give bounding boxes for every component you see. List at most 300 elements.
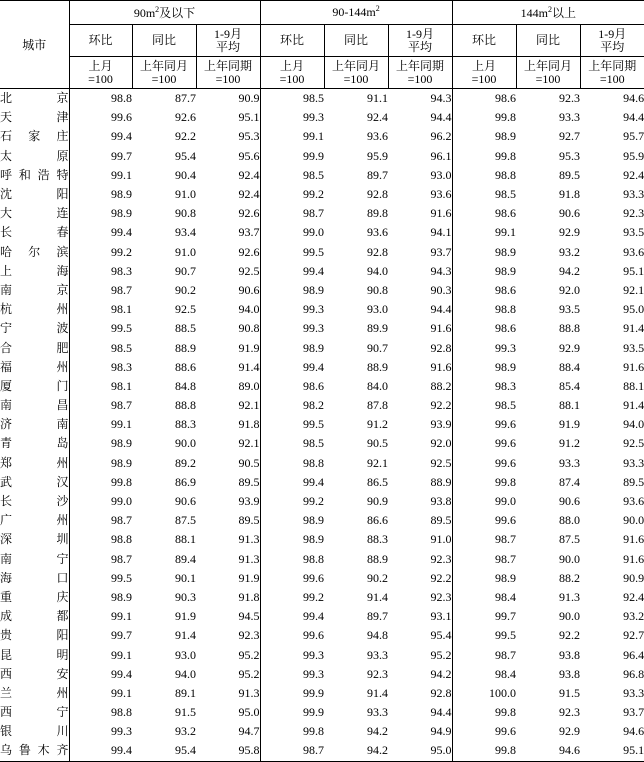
sub-header-cell: 环比 — [452, 25, 516, 57]
table-row — [0, 223, 644, 242]
city-cell: 深圳 — [0, 530, 69, 549]
value-cell: 98.6 — [452, 281, 516, 300]
value-cell: 99.6 — [452, 722, 516, 741]
sub-header-cell: 1-9月 平均 — [196, 25, 260, 57]
value-cell: 92.2 — [430, 570, 452, 585]
value-cell: 93.5 — [623, 225, 644, 240]
value-cell: 98.9 — [260, 281, 324, 300]
city-cell: 广州 — [0, 511, 69, 530]
value-cell: 93.3 — [623, 187, 644, 202]
value-cell: 90.8 — [367, 282, 389, 297]
value-cell: 95.1 — [238, 110, 260, 125]
value-cell: 92.9 — [559, 225, 581, 240]
value-cell: 96.2 — [430, 129, 452, 144]
city-cell: 乌鲁木齐 — [0, 741, 69, 761]
value-cell: 91.8 — [238, 589, 260, 604]
city-cell: 沈阳 — [0, 185, 69, 204]
value-cell: 92.7 — [623, 628, 644, 643]
value-cell: 92.1 — [238, 398, 260, 413]
value-cell: 94.5 — [238, 609, 260, 624]
table-row — [0, 454, 644, 473]
base-header-cell: 上月 =100 — [260, 57, 324, 89]
city-cell: 武汉 — [0, 473, 69, 492]
value-cell: 89.5 — [623, 474, 644, 489]
city-cell: 南昌 — [0, 396, 69, 415]
sub-header-cell: 1-9月 平均 — [580, 25, 644, 57]
city-cell: 南宁 — [0, 550, 69, 569]
value-cell: 91.0 — [175, 187, 196, 202]
value-cell: 98.8 — [452, 166, 516, 185]
value-cell: 99.7 — [452, 607, 516, 626]
value-cell: 93.6 — [367, 225, 389, 240]
base-header-cell: 上年同期 =100 — [580, 57, 644, 89]
table-row — [0, 722, 644, 741]
value-cell: 94.2 — [430, 666, 452, 681]
city-cell: 郑州 — [0, 454, 69, 473]
value-cell: 99.3 — [260, 108, 324, 127]
value-cell: 95.9 — [623, 148, 644, 163]
value-cell: 98.7 — [260, 204, 324, 223]
value-cell: 91.6 — [623, 359, 644, 374]
city-cell: 厦门 — [0, 377, 69, 396]
table-row — [0, 492, 644, 511]
value-cell: 98.9 — [260, 530, 324, 549]
table-row — [0, 396, 644, 415]
value-cell: 99.6 — [452, 434, 516, 453]
value-cell: 91.4 — [367, 685, 389, 700]
value-cell: 90.5 — [238, 455, 260, 470]
value-cell: 99.5 — [111, 570, 132, 585]
value-cell: 98.8 — [260, 454, 324, 473]
value-cell: 98.7 — [260, 741, 324, 761]
value-cell: 90.8 — [238, 321, 260, 336]
value-cell: 94.6 — [623, 91, 644, 106]
table-row — [0, 665, 644, 684]
value-cell: 95.7 — [623, 129, 644, 144]
value-cell: 91.6 — [623, 532, 644, 547]
value-cell: 92.3 — [559, 91, 581, 106]
value-cell: 94.6 — [516, 741, 580, 761]
value-cell: 95.9 — [367, 148, 389, 163]
table-row — [0, 243, 644, 262]
value-cell: 92.1 — [367, 455, 389, 470]
value-cell: 98.8 — [260, 550, 324, 569]
value-cell: 91.2 — [559, 436, 581, 451]
value-cell: 93.2 — [175, 724, 196, 739]
header-base-row — [0, 57, 644, 89]
value-cell: 99.6 — [452, 454, 516, 473]
table-row — [0, 703, 644, 722]
value-cell: 99.3 — [260, 319, 324, 338]
value-cell: 88.1 — [623, 378, 644, 393]
value-cell: 99.2 — [111, 244, 132, 259]
value-cell: 92.8 — [430, 685, 452, 700]
value-cell: 99.6 — [452, 415, 516, 434]
city-cell: 太原 — [0, 147, 69, 166]
value-cell: 93.6 — [430, 187, 452, 202]
table-row — [0, 645, 644, 664]
table-row — [0, 300, 644, 319]
group-header-medium: $90-144m^2$ — [260, 1, 452, 25]
value-cell: 89.5 — [238, 513, 260, 528]
value-cell: 92.4 — [238, 167, 260, 182]
city-cell: 上海 — [0, 262, 69, 281]
table-row — [0, 684, 644, 703]
value-cell: 98.9 — [111, 206, 132, 221]
value-cell: 98.7 — [111, 551, 132, 566]
value-cell: 94.0 — [238, 302, 260, 317]
table-row — [0, 473, 644, 492]
value-cell: 93.6 — [623, 494, 644, 509]
value-cell: 99.8 — [452, 147, 516, 166]
value-cell: 91.6 — [430, 206, 452, 221]
base-header-cell: 上年同期 =100 — [388, 57, 452, 89]
table-row — [0, 281, 644, 300]
value-cell: 98.5 — [260, 166, 324, 185]
base-header-cell: 上年同月 =100 — [324, 57, 388, 89]
value-cell: 94.0 — [623, 417, 644, 432]
value-cell: 93.8 — [559, 647, 581, 662]
value-cell: 94.6 — [623, 724, 644, 739]
base-header-cell: 上年同月 =100 — [516, 57, 580, 89]
value-cell: 90.7 — [367, 340, 389, 355]
value-cell: 94.4 — [430, 302, 452, 317]
value-cell: 92.8 — [367, 187, 389, 202]
header-group-row — [0, 1, 644, 25]
value-cell: 91.3 — [559, 589, 581, 604]
value-cell: 99.5 — [260, 243, 324, 262]
table-row — [0, 338, 644, 357]
value-cell: 90.6 — [559, 206, 581, 221]
value-cell: 93.9 — [430, 417, 452, 432]
value-cell: 98.5 — [452, 396, 516, 415]
value-cell: 98.9 — [452, 569, 516, 588]
value-cell: 91.4 — [623, 398, 644, 413]
value-cell: 89.7 — [367, 609, 389, 624]
value-cell: 95.2 — [430, 647, 452, 662]
value-cell: 94.3 — [430, 263, 452, 278]
city-cell: 青岛 — [0, 434, 69, 453]
value-cell: 93.3 — [367, 647, 389, 662]
value-cell: 93.6 — [623, 244, 644, 259]
value-cell: 99.3 — [452, 338, 516, 357]
value-cell: 91.4 — [238, 359, 260, 374]
value-cell: 99.4 — [260, 473, 324, 492]
value-cell: 99.9 — [260, 147, 324, 166]
value-cell: 99.3 — [260, 665, 324, 684]
value-cell: 91.3 — [238, 532, 260, 547]
value-cell: 98.7 — [111, 282, 132, 297]
value-cell: 93.7 — [430, 244, 452, 259]
value-cell: 98.5 — [452, 185, 516, 204]
value-cell: 98.8 — [111, 532, 132, 547]
value-cell: 92.9 — [559, 724, 581, 739]
value-cell: 90.6 — [175, 494, 196, 509]
value-cell: 99.3 — [260, 300, 324, 319]
value-cell: 99.5 — [452, 626, 516, 645]
sub-header-cell: 同比 — [324, 25, 388, 57]
value-cell: 91.3 — [238, 551, 260, 566]
value-cell: 96.1 — [430, 148, 452, 163]
value-cell: 86.5 — [367, 474, 389, 489]
value-cell: 95.1 — [580, 741, 644, 761]
value-cell: 88.9 — [367, 359, 389, 374]
value-cell: 98.6 — [260, 377, 324, 396]
value-cell: 95.2 — [238, 666, 260, 681]
value-cell: 88.1 — [175, 532, 196, 547]
value-cell: 92.0 — [559, 282, 581, 297]
table-row — [0, 147, 644, 166]
table-row — [0, 434, 644, 453]
value-cell: 92.1 — [623, 282, 644, 297]
value-cell: 94.0 — [367, 263, 389, 278]
value-cell: 91.6 — [430, 359, 452, 374]
value-cell: 90.2 — [367, 570, 389, 585]
value-cell: 94.7 — [238, 724, 260, 739]
value-cell: 87.5 — [559, 532, 581, 547]
value-cell: 87.4 — [559, 474, 581, 489]
value-cell: 93.3 — [559, 455, 581, 470]
value-cell: 89.2 — [175, 455, 196, 470]
value-cell: 90.4 — [175, 167, 196, 182]
value-cell: 90.0 — [175, 436, 196, 451]
value-cell: 95.0 — [238, 705, 260, 720]
value-cell: 94.4 — [430, 110, 452, 125]
table-body — [0, 89, 644, 762]
value-cell: 92.5 — [238, 263, 260, 278]
table-row — [0, 358, 644, 377]
value-cell: 92.4 — [367, 110, 389, 125]
base-header-cell: 上月 =100 — [69, 57, 132, 89]
value-cell: 86.6 — [367, 513, 389, 528]
city-cell: 哈尔滨 — [0, 243, 69, 262]
value-cell: 99.9 — [260, 703, 324, 722]
value-cell: 89.8 — [367, 206, 389, 221]
value-cell: 92.5 — [623, 436, 644, 451]
value-cell: 92.1 — [238, 436, 260, 451]
value-cell: 92.3 — [430, 551, 452, 566]
value-cell: 94.8 — [367, 628, 389, 643]
city-cell: 银川 — [0, 722, 69, 741]
value-cell: 98.9 — [111, 589, 132, 604]
value-cell: 92.3 — [238, 628, 260, 643]
value-cell: 99.2 — [260, 492, 324, 511]
value-cell: 98.7 — [111, 398, 132, 413]
table-row — [0, 185, 644, 204]
value-cell: 99.8 — [452, 108, 516, 127]
value-cell: 93.3 — [623, 685, 644, 700]
value-cell: 99.4 — [111, 225, 132, 240]
city-cell: 昆明 — [0, 645, 69, 664]
value-cell: 92.3 — [367, 666, 389, 681]
city-cell: 西宁 — [0, 703, 69, 722]
value-cell: 91.1 — [367, 91, 389, 106]
value-cell: 91.5 — [175, 705, 196, 720]
value-cell: 88.4 — [559, 359, 581, 374]
value-cell: 98.9 — [260, 511, 324, 530]
value-cell: 99.7 — [111, 148, 132, 163]
value-cell: 98.8 — [111, 91, 132, 106]
value-cell: 88.6 — [175, 359, 196, 374]
value-cell: 91.0 — [175, 244, 196, 259]
value-cell: 99.1 — [111, 417, 132, 432]
value-cell: 99.0 — [452, 492, 516, 511]
value-cell: 89.4 — [175, 551, 196, 566]
value-cell: 93.6 — [367, 129, 389, 144]
value-cell: 94.9 — [430, 724, 452, 739]
value-cell: 95.8 — [196, 741, 260, 761]
value-cell: 88.2 — [559, 570, 581, 585]
value-cell: 93.5 — [559, 302, 581, 317]
value-cell: 99.0 — [111, 494, 132, 509]
value-cell: 92.7 — [559, 129, 581, 144]
city-cell: 大连 — [0, 204, 69, 223]
sub-header-cell: 同比 — [132, 25, 196, 57]
table-row — [0, 511, 644, 530]
value-cell: 92.8 — [430, 340, 452, 355]
value-cell: 92.9 — [559, 340, 581, 355]
table-row — [0, 166, 644, 185]
table-row — [0, 108, 644, 127]
value-cell: 99.3 — [260, 645, 324, 664]
value-cell: 98.6 — [452, 319, 516, 338]
value-cell: 98.2 — [260, 396, 324, 415]
value-cell: 95.4 — [132, 741, 196, 761]
value-cell: 88.5 — [175, 321, 196, 336]
value-cell: 84.0 — [367, 378, 389, 393]
value-cell: 99.2 — [260, 185, 324, 204]
value-cell: 99.5 — [260, 415, 324, 434]
value-cell: 93.0 — [367, 302, 389, 317]
value-cell: 87.7 — [175, 91, 196, 106]
value-cell: 99.4 — [111, 129, 132, 144]
value-cell: 90.0 — [559, 609, 581, 624]
value-cell: 86.9 — [175, 474, 196, 489]
value-cell: 99.9 — [260, 684, 324, 703]
value-cell: 95.4 — [430, 628, 452, 643]
value-cell: 88.3 — [367, 532, 389, 547]
value-cell: 98.9 — [111, 436, 132, 451]
value-cell: 99.8 — [260, 722, 324, 741]
value-cell: 92.8 — [367, 244, 389, 259]
value-cell: 99.5 — [111, 321, 132, 336]
base-header-cell: 上年同期 =100 — [196, 57, 260, 89]
value-cell: 98.4 — [452, 665, 516, 684]
value-cell: 90.7 — [175, 263, 196, 278]
value-cell: 100.0 — [452, 684, 516, 703]
value-cell: 91.6 — [430, 321, 452, 336]
value-cell: 99.2 — [260, 588, 324, 607]
value-cell: 88.8 — [175, 398, 196, 413]
value-cell: 99.6 — [452, 511, 516, 530]
value-cell: 99.6 — [260, 626, 324, 645]
value-cell: 91.2 — [367, 417, 389, 432]
value-cell: 92.6 — [175, 110, 196, 125]
value-cell: 91.9 — [175, 609, 196, 624]
value-cell: 99.1 — [111, 167, 132, 182]
city-cell: 天津 — [0, 108, 69, 127]
value-cell: 92.0 — [430, 436, 452, 451]
value-cell: 92.2 — [430, 398, 452, 413]
value-cell: 93.8 — [559, 666, 581, 681]
value-cell: 88.2 — [430, 378, 452, 393]
value-cell: 98.1 — [111, 302, 132, 317]
header-subtitle-row — [0, 25, 644, 57]
value-cell: 98.9 — [452, 358, 516, 377]
value-cell: 93.3 — [367, 705, 389, 720]
city-cell: 西安 — [0, 665, 69, 684]
value-cell: 93.5 — [623, 340, 644, 355]
value-cell: 89.7 — [367, 167, 389, 182]
table-row — [0, 607, 644, 626]
table-row — [0, 741, 644, 761]
value-cell: 94.2 — [559, 263, 581, 278]
table-row — [0, 262, 644, 281]
value-cell: 98.7 — [452, 550, 516, 569]
value-cell: 93.2 — [559, 244, 581, 259]
city-cell: 宁波 — [0, 319, 69, 338]
value-cell: 98.5 — [260, 434, 324, 453]
value-cell: 89.5 — [430, 513, 452, 528]
value-cell: 94.3 — [430, 91, 452, 106]
value-cell: 99.6 — [111, 110, 132, 125]
value-cell: 98.8 — [111, 705, 132, 720]
value-cell: 98.8 — [452, 300, 516, 319]
value-cell: 92.5 — [175, 302, 196, 317]
value-cell: 90.1 — [175, 570, 196, 585]
value-cell: 98.9 — [452, 127, 516, 146]
value-cell: 94.2 — [324, 741, 388, 761]
city-cell: 兰州 — [0, 684, 69, 703]
value-cell: 93.4 — [175, 225, 196, 240]
value-cell: 99.8 — [452, 703, 516, 722]
value-cell: 90.5 — [367, 436, 389, 451]
value-cell: 93.7 — [238, 225, 260, 240]
value-cell: 98.7 — [452, 645, 516, 664]
value-cell: 93.3 — [623, 455, 644, 470]
value-cell: 99.1 — [111, 647, 132, 662]
value-cell: 94.0 — [175, 666, 196, 681]
city-cell: 长春 — [0, 223, 69, 242]
value-cell: 88.3 — [175, 417, 196, 432]
value-cell: 91.9 — [238, 340, 260, 355]
value-cell: 99.4 — [260, 262, 324, 281]
value-cell: 91.8 — [238, 417, 260, 432]
value-cell: 95.1 — [623, 263, 644, 278]
value-cell: 90.9 — [367, 494, 389, 509]
sub-header-cell: 环比 — [69, 25, 132, 57]
value-cell: 91.4 — [367, 589, 389, 604]
value-cell: 88.9 — [430, 474, 452, 489]
value-cell: 90.8 — [175, 206, 196, 221]
value-cell: 90.3 — [430, 282, 452, 297]
value-cell: 98.7 — [111, 513, 132, 528]
base-header-cell: 上年同月 =100 — [132, 57, 196, 89]
city-cell: 呼和浩特 — [0, 166, 69, 185]
value-cell: 95.3 — [559, 148, 581, 163]
value-cell: 87.8 — [367, 398, 389, 413]
city-cell: 杭州 — [0, 300, 69, 319]
value-cell: 90.3 — [175, 589, 196, 604]
value-cell: 99.4 — [260, 358, 324, 377]
value-cell: 90.0 — [623, 513, 644, 528]
group-header-large: $144m^2$以上 — [452, 1, 644, 25]
value-cell: 98.9 — [111, 455, 132, 470]
value-cell: 91.4 — [623, 321, 644, 336]
table-row — [0, 588, 644, 607]
value-cell: 99.8 — [452, 741, 516, 761]
value-cell: 92.5 — [430, 455, 452, 470]
